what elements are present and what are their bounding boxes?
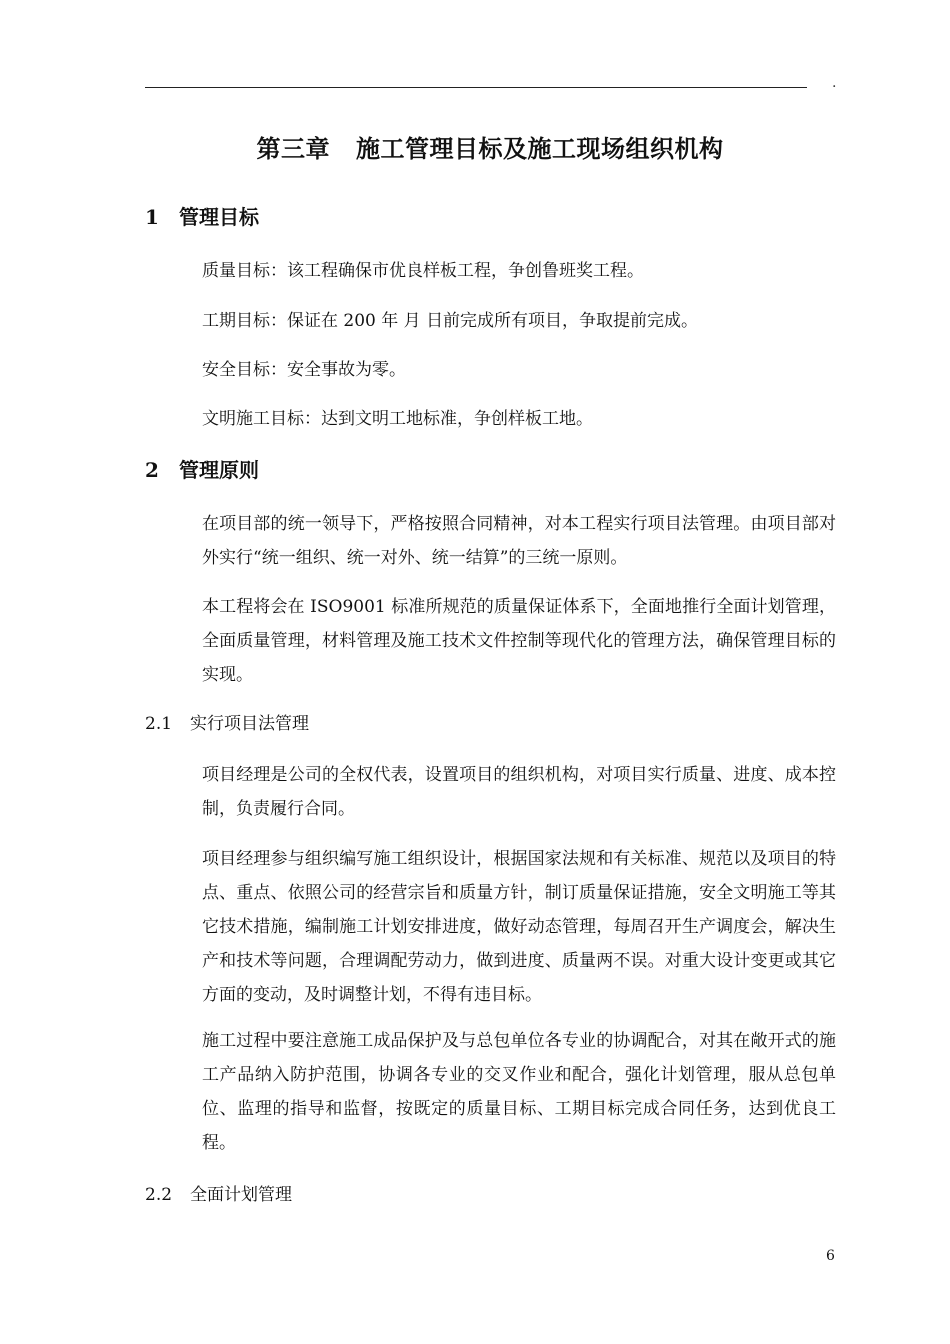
section-title: 管理原则 — [179, 458, 259, 482]
paragraph-construction-process: 施工过程中要注意施工成品保护及与总包单位各专业的协调配合，对其在敞开式的施工产品纳入防护范围，协调各专业的交叉作业和配合，强化计划管理，服从总包单位、监理的指导和监督，按既定的质量目标、工期目标完成合同任务，达到优良工程。 — [202, 1031, 836, 1153]
section-number: 2.1 — [145, 714, 173, 734]
paragraph-principle-2: 本工程将会在 ISO9001 标准所规范的质量保证体系下，全面地推行全面计划管理，全面质量管理，材料管理及施工技术文件控制等现代化的管理方法，确保管理目标的实现。 — [202, 597, 836, 685]
section-2-2-heading — [145, 1182, 292, 1208]
paragraph-safety-goal: 安全目标：安全事故为零。 — [202, 360, 406, 380]
paragraph-principle-1: 在项目部的统一领导下，严格按照合同精神，对本工程实行项目法管理。由项目部对外实行“统一组织、统一对外、统一结算”的三统一原则。 — [202, 514, 836, 568]
paragraph-schedule-goal: 工期目标：保证在 200 年 月 日前完成所有项目，争取提前完成。 — [202, 311, 699, 331]
paragraph-civil-goal: 文明施工目标：达到文明工地标准，争创样板工地。 — [202, 409, 593, 429]
section-title: 实行项目法管理 — [190, 714, 309, 734]
chapter-number: 第三章 — [256, 134, 330, 163]
section-2-heading — [145, 456, 259, 484]
page-number: 6 — [826, 1248, 835, 1264]
section-number: 2.2 — [145, 1185, 173, 1205]
chapter-title — [0, 133, 950, 165]
section-title: 管理目标 — [179, 205, 259, 229]
section-2-1-heading — [145, 711, 309, 737]
header-dot: . — [832, 75, 837, 91]
paragraph-pm-role: 项目经理是公司的全权代表，设置项目的组织机构，对项目实行质量、进度、成本控制，负责履行合同。 — [202, 765, 836, 819]
section-number: 1 — [145, 205, 159, 229]
paragraph-quality-goal: 质量目标：该工程确保市优良样板工程，争创鲁班奖工程。 — [202, 261, 644, 281]
section-title: 全面计划管理 — [190, 1185, 292, 1205]
paragraph-pm-duties: 项目经理参与组织编写施工组织设计，根据国家法规和有关标准、规范以及项目的特点、重点、依照公司的经营宗旨和质量方针，制订质量保证措施，安全文明施工等其它技术措施，编制施工计划安排进度，做好动态管理，每周召开生产调度会，解决生产和技术等问题，合理调配劳动力，做到进度、质量两不误。对重大设计变更或其它方面的变动，及时调整计划，不得有违目标。 — [202, 849, 836, 1005]
section-1-heading — [145, 203, 259, 231]
section-number: 2 — [145, 458, 159, 482]
chapter-heading: 施工管理目标及施工现场组织机构 — [356, 134, 724, 163]
header-rule — [145, 87, 807, 88]
